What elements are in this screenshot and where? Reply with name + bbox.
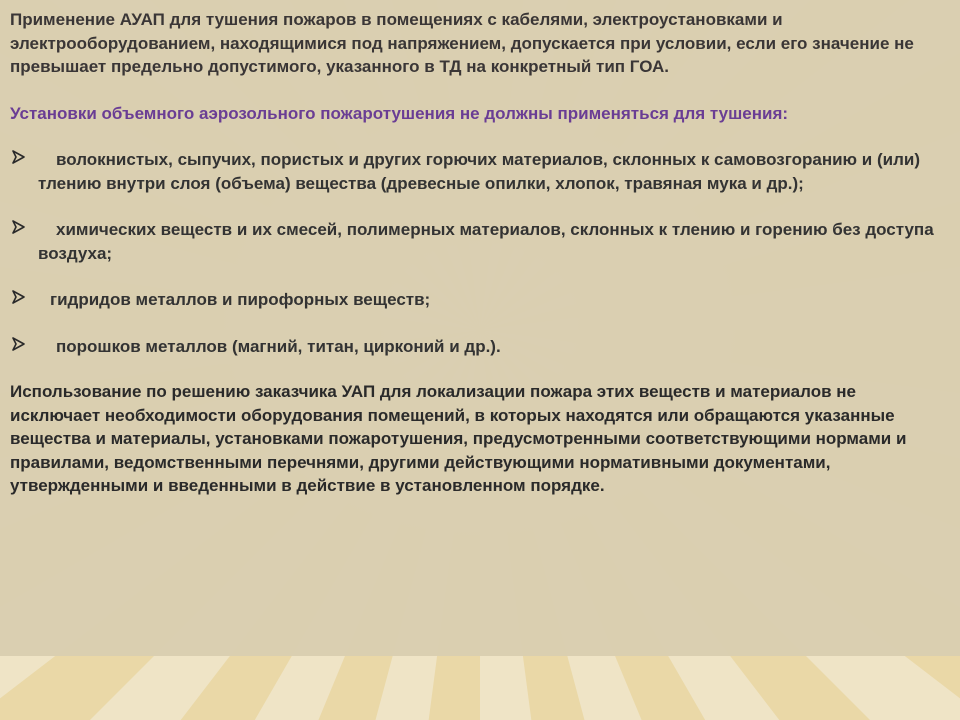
list-item-text: химических веществ и их смесей, полимерных материалов, склонных к тлению и горению без доступа воздуха; [38, 220, 934, 263]
restriction-heading: Установки объемного аэрозольного пожаротушения не должны применяться для тушения: [10, 103, 789, 123]
list-item [10, 288, 945, 312]
list-item-text: волокнистых, сыпучих, пористых и других горючих материалов, склонных к самовозгоранию и (или) тлению внутри слоя (объема) вещества (древесные опилки, хлопок, травяная мука и др.); [38, 150, 920, 193]
closing-paragraph: Использование по решению заказчика УАП для локализации пожара этих веществ и материалов не исключает необходимости оборудования помещений, в которых находятся или обращаются указанные вещества и материалы, установками пожаротушения, предусмотренными соответствующими нормами и правилами, ведомственными перечнями, другими действующими нормативными документами, утвержденными и введенными в действие в установленном порядке. [10, 382, 907, 495]
arrowhead-bullet-icon [12, 288, 26, 310]
list-item [10, 148, 945, 195]
arrowhead-bullet-icon [12, 148, 26, 170]
list-item [10, 335, 945, 359]
arrowhead-bullet-icon [12, 335, 26, 357]
lead-paragraph: Применение АУАП для тушения пожаров в помещениях с кабелями, электроустановками и электрооборудованием, находящимися под напряжением, допускается при условии, если его значение не превышает предельно допустимого, указанного в ТД на конкретный тип ГОА. [10, 10, 914, 76]
list-item-text: порошков металлов (магний, титан, цирконий и др.). [56, 336, 501, 356]
restriction-list [10, 148, 945, 358]
list-item-text: гидридов металлов и пирофорных веществ; [50, 290, 431, 309]
list-item [10, 218, 945, 265]
arrowhead-bullet-icon [12, 218, 26, 240]
slide-content [10, 8, 945, 498]
